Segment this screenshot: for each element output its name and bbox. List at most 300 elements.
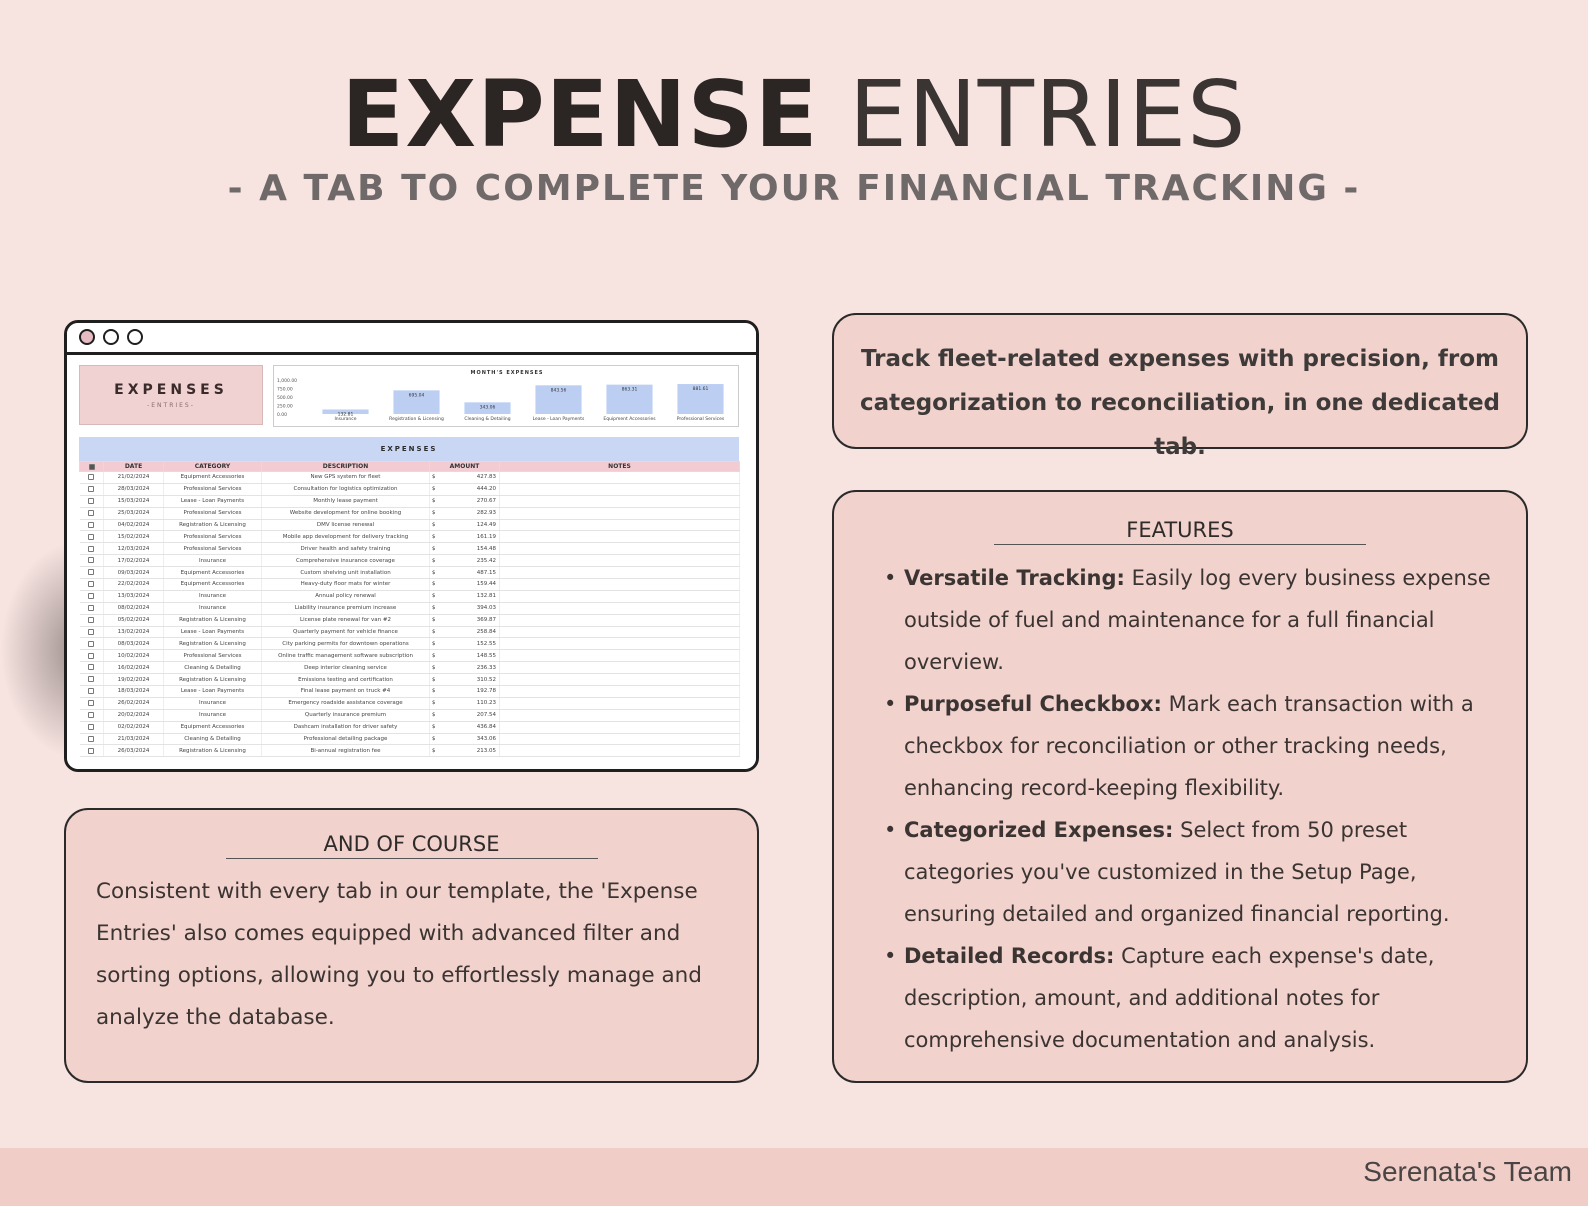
currency-symbol: $ bbox=[432, 712, 436, 719]
checkbox-icon bbox=[88, 736, 94, 742]
table-row[interactable] bbox=[80, 697, 740, 709]
currency-symbol: $ bbox=[432, 545, 436, 552]
row-checkbox[interactable] bbox=[80, 567, 104, 579]
amount-value: 192.78 bbox=[476, 688, 496, 695]
row-checkbox[interactable] bbox=[80, 745, 104, 757]
currency-symbol: $ bbox=[432, 557, 436, 564]
window-dot-icon bbox=[127, 329, 143, 345]
cell-notes[interactable] bbox=[500, 686, 740, 698]
cell-amount[interactable] bbox=[430, 579, 500, 591]
feature-label: Detailed Records: bbox=[904, 944, 1115, 968]
cell-notes[interactable] bbox=[500, 638, 740, 650]
cell-notes[interactable] bbox=[500, 721, 740, 733]
y-tick-label: 500.00 bbox=[277, 396, 293, 401]
cell-amount[interactable] bbox=[430, 650, 500, 662]
table-row[interactable] bbox=[80, 519, 740, 531]
cell-date[interactable]: 22/02/2024 bbox=[104, 579, 164, 591]
cell-notes[interactable] bbox=[500, 590, 740, 602]
checkbox-icon bbox=[88, 629, 94, 635]
amount-value: 369.87 bbox=[476, 617, 496, 624]
bar-value-label: 843.56 bbox=[550, 388, 567, 394]
row-checkbox[interactable] bbox=[80, 721, 104, 733]
feature-label: Versatile Tracking: bbox=[904, 566, 1125, 590]
cell-notes[interactable] bbox=[500, 733, 740, 745]
currency-symbol: $ bbox=[432, 510, 436, 517]
cell-date[interactable]: 08/02/2024 bbox=[104, 602, 164, 614]
cell-category[interactable]: Insurance bbox=[164, 602, 262, 614]
cell-description[interactable]: Driver health and safety training bbox=[262, 543, 430, 555]
amount-value: 487.15 bbox=[476, 569, 496, 576]
table-row[interactable] bbox=[80, 733, 740, 745]
checkbox-icon bbox=[88, 653, 94, 659]
feature-item bbox=[884, 809, 1496, 935]
expenses-logo bbox=[79, 365, 263, 425]
x-tick-label: Registration & Licensing bbox=[389, 417, 444, 422]
cell-amount[interactable] bbox=[430, 483, 500, 495]
cell-category[interactable]: Insurance bbox=[164, 709, 262, 721]
cell-date[interactable]: 21/02/2024 bbox=[104, 472, 164, 484]
cell-notes[interactable] bbox=[500, 579, 740, 591]
course-heading: AND OF COURSE bbox=[323, 832, 500, 856]
cell-description[interactable]: Heavy-duty floor mats for winter bbox=[262, 579, 430, 591]
table-row[interactable] bbox=[80, 614, 740, 626]
table-row[interactable] bbox=[80, 567, 740, 579]
table-row[interactable] bbox=[80, 579, 740, 591]
table-row[interactable] bbox=[80, 602, 740, 614]
cell-date[interactable]: 15/02/2024 bbox=[104, 531, 164, 543]
cell-category[interactable]: Equipment Accessories bbox=[164, 472, 262, 484]
spreadsheet-window bbox=[64, 320, 759, 772]
cell-notes[interactable] bbox=[500, 567, 740, 579]
amount-value: 270.67 bbox=[476, 498, 496, 505]
footer-bar bbox=[0, 1148, 1588, 1206]
header-date[interactable]: DATE bbox=[104, 462, 164, 472]
cell-date[interactable]: 10/02/2024 bbox=[104, 650, 164, 662]
cell-category[interactable]: Professional Services bbox=[164, 507, 262, 519]
checkbox-icon bbox=[88, 546, 94, 552]
checkbox-icon bbox=[88, 641, 94, 647]
checkbox-icon bbox=[88, 510, 94, 516]
row-checkbox[interactable] bbox=[80, 602, 104, 614]
currency-symbol: $ bbox=[432, 676, 436, 683]
cell-description[interactable]: Dashcam installation for driver safety bbox=[262, 721, 430, 733]
currency-symbol: $ bbox=[432, 522, 436, 528]
cell-category[interactable]: Registration & Licensing bbox=[164, 614, 262, 626]
cell-category[interactable]: Insurance bbox=[164, 590, 262, 602]
row-checkbox[interactable] bbox=[80, 626, 104, 638]
feature-label: Purposeful Checkbox: bbox=[904, 692, 1162, 716]
amount-value: 444.20 bbox=[476, 486, 496, 493]
row-checkbox[interactable] bbox=[80, 590, 104, 602]
cell-date[interactable]: 09/03/2024 bbox=[104, 567, 164, 579]
feature-item bbox=[884, 935, 1496, 1061]
cell-category[interactable]: Professional Services bbox=[164, 650, 262, 662]
cell-date[interactable]: 19/02/2024 bbox=[104, 674, 164, 686]
table-row[interactable] bbox=[80, 483, 740, 495]
cell-description[interactable]: New GPS system for fleet bbox=[262, 472, 430, 484]
cell-category[interactable]: Equipment Accessories bbox=[164, 721, 262, 733]
cell-date[interactable]: 05/02/2024 bbox=[104, 614, 164, 626]
cell-category[interactable]: Cleaning & Detailing bbox=[164, 662, 262, 674]
table-row[interactable] bbox=[80, 650, 740, 662]
cell-category[interactable]: Professional Services bbox=[164, 531, 262, 543]
table-row[interactable] bbox=[80, 531, 740, 543]
table-row[interactable] bbox=[80, 745, 740, 757]
cell-date[interactable]: 21/03/2024 bbox=[104, 733, 164, 745]
features-box bbox=[832, 490, 1528, 1083]
cell-description[interactable]: Bi-annual registration fee bbox=[262, 745, 430, 757]
track-text: Track fleet-related expenses with precision, from categorization to reconciliation, in one dedicated tab. bbox=[859, 346, 1501, 460]
title-bold: EXPENSE bbox=[341, 61, 819, 168]
amount-value: 159.44 bbox=[476, 581, 496, 588]
cell-description[interactable]: DMV license renewal bbox=[262, 519, 430, 531]
feature-text: Capture each expense's date, description, amount, and additional notes for comprehensive documentation and analysis. bbox=[904, 944, 1435, 1052]
checkbox-icon bbox=[88, 724, 94, 730]
table-row[interactable] bbox=[80, 626, 740, 638]
checkbox-icon bbox=[88, 712, 94, 718]
cell-amount[interactable] bbox=[430, 626, 500, 638]
checkbox-icon bbox=[88, 557, 94, 563]
window-dot-icon bbox=[79, 329, 95, 345]
and-of-course-box bbox=[64, 808, 759, 1083]
chart-svg bbox=[274, 366, 740, 428]
checkbox-icon bbox=[88, 486, 94, 492]
cell-description[interactable]: Mobile app development for delivery tracking bbox=[262, 531, 430, 543]
cell-description[interactable]: Professional detailing package bbox=[262, 733, 430, 745]
cell-date[interactable]: 04/02/2024 bbox=[104, 519, 164, 531]
cell-description[interactable]: Comprehensive insurance coverage bbox=[262, 555, 430, 567]
cell-amount[interactable] bbox=[430, 531, 500, 543]
header-description[interactable]: DESCRIPTION bbox=[262, 462, 430, 472]
amount-value: 152.55 bbox=[476, 640, 496, 647]
cell-amount[interactable] bbox=[430, 590, 500, 602]
checkbox-icon bbox=[88, 522, 94, 528]
feature-text: Mark each transaction with a checkbox for reconciliation or other tracking needs, enhancing record-keeping flexibility. bbox=[904, 692, 1474, 800]
row-checkbox[interactable] bbox=[80, 555, 104, 567]
course-text: Consistent with every tab in our template, the 'Expense Entries' also comes equipped with advanced filter and sorting options, allowing you to effortlessly manage and analyze the database. bbox=[96, 879, 702, 1030]
amount-value: 213.05 bbox=[476, 747, 496, 754]
cell-date[interactable]: 18/03/2024 bbox=[104, 686, 164, 698]
table-row[interactable] bbox=[80, 555, 740, 567]
cell-notes[interactable] bbox=[500, 614, 740, 626]
checkbox-icon bbox=[88, 700, 94, 706]
cell-category[interactable]: Cleaning & Detailing bbox=[164, 733, 262, 745]
x-tick-label: Lease - Loan Payments bbox=[532, 417, 585, 422]
spreadsheet bbox=[67, 355, 756, 772]
cell-amount[interactable] bbox=[430, 472, 500, 484]
cell-amount[interactable] bbox=[430, 686, 500, 698]
cell-notes[interactable] bbox=[500, 602, 740, 614]
header-amount[interactable]: AMOUNT bbox=[430, 462, 500, 472]
x-tick-label: Equipment Accessories bbox=[603, 417, 656, 422]
currency-symbol: $ bbox=[432, 498, 436, 505]
cell-amount[interactable] bbox=[430, 555, 500, 567]
cell-amount[interactable] bbox=[430, 709, 500, 721]
currency-symbol: $ bbox=[432, 581, 436, 588]
cell-notes[interactable] bbox=[500, 519, 740, 531]
bar-value-label: 343.06 bbox=[479, 405, 496, 411]
cell-notes[interactable] bbox=[500, 472, 740, 484]
cell-category[interactable]: Equipment Accessories bbox=[164, 579, 262, 591]
cell-description[interactable]: Emissions testing and certification bbox=[262, 674, 430, 686]
cell-notes[interactable] bbox=[500, 495, 740, 507]
cell-amount[interactable] bbox=[430, 745, 500, 757]
cell-date[interactable]: 25/03/2024 bbox=[104, 507, 164, 519]
cell-date[interactable]: 15/03/2024 bbox=[104, 495, 164, 507]
cell-category[interactable]: Equipment Accessories bbox=[164, 567, 262, 579]
cell-description[interactable]: Online traffic management software subscription bbox=[262, 650, 430, 662]
table-row[interactable] bbox=[80, 507, 740, 519]
cell-date[interactable]: 13/02/2024 bbox=[104, 626, 164, 638]
row-checkbox[interactable] bbox=[80, 674, 104, 686]
cell-category[interactable]: Registration & Licensing bbox=[164, 638, 262, 650]
currency-symbol: $ bbox=[432, 700, 436, 707]
table-row[interactable] bbox=[80, 543, 740, 555]
feature-text: Easily log every business expense outside of fuel and maintenance for a full financial overview. bbox=[904, 566, 1491, 674]
cell-description[interactable]: Deep interior cleaning service bbox=[262, 662, 430, 674]
x-tick-label: Professional Services bbox=[676, 417, 725, 422]
row-checkbox[interactable] bbox=[80, 483, 104, 495]
expenses-grid bbox=[79, 461, 740, 757]
cell-category[interactable]: Lease - Loan Payments bbox=[164, 686, 262, 698]
bar-value-label: 132.81 bbox=[337, 412, 354, 418]
cell-date[interactable]: 26/02/2024 bbox=[104, 697, 164, 709]
cell-category[interactable]: Professional Services bbox=[164, 543, 262, 555]
amount-value: 207.54 bbox=[476, 712, 496, 719]
table-row[interactable] bbox=[80, 495, 740, 507]
x-tick-label: Cleaning & Detailing bbox=[464, 417, 511, 422]
checkbox-icon bbox=[88, 534, 94, 540]
currency-symbol: $ bbox=[432, 664, 436, 671]
cell-amount[interactable] bbox=[430, 721, 500, 733]
expenses-table bbox=[79, 437, 739, 757]
logo-subtitle: -ENTRIES- bbox=[147, 402, 195, 409]
amount-value: 236.33 bbox=[476, 664, 496, 671]
currency-symbol: $ bbox=[432, 640, 436, 647]
row-checkbox[interactable] bbox=[80, 709, 104, 721]
cell-description[interactable]: Liability insurance premium increase bbox=[262, 602, 430, 614]
cell-description[interactable]: Consultation for logistics optimization bbox=[262, 483, 430, 495]
feature-text: Select from 50 preset categories you've customized in the Setup Page, ensuring detailed and organized financial reporting. bbox=[904, 818, 1450, 926]
checkbox-icon bbox=[88, 688, 94, 694]
cell-amount[interactable] bbox=[430, 614, 500, 626]
table-row[interactable] bbox=[80, 472, 740, 484]
row-checkbox[interactable] bbox=[80, 579, 104, 591]
checkbox-icon bbox=[88, 581, 94, 587]
cell-notes[interactable] bbox=[500, 662, 740, 674]
table-row[interactable] bbox=[80, 709, 740, 721]
amount-value: 282.93 bbox=[476, 510, 496, 517]
cell-category[interactable]: Professional Services bbox=[164, 483, 262, 495]
y-tick-label: 1,000.00 bbox=[277, 379, 298, 384]
cell-category[interactable]: Registration & Licensing bbox=[164, 674, 262, 686]
checkbox-icon bbox=[88, 664, 94, 670]
y-tick-label: 0.00 bbox=[277, 413, 288, 418]
row-checkbox[interactable] bbox=[80, 614, 104, 626]
row-checkbox[interactable] bbox=[80, 733, 104, 745]
cell-description[interactable]: Quarterly insurance premium bbox=[262, 709, 430, 721]
cell-date[interactable]: 08/03/2024 bbox=[104, 638, 164, 650]
features-list bbox=[834, 545, 1526, 1061]
cell-amount[interactable] bbox=[430, 638, 500, 650]
currency-symbol: $ bbox=[432, 629, 436, 636]
row-checkbox[interactable] bbox=[80, 638, 104, 650]
checkbox-icon bbox=[88, 474, 94, 480]
currency-symbol: $ bbox=[432, 605, 436, 612]
table-header-row bbox=[80, 462, 740, 472]
checkbox-icon bbox=[88, 605, 94, 611]
cell-date[interactable]: 28/03/2024 bbox=[104, 483, 164, 495]
y-tick-label: 250.00 bbox=[277, 404, 293, 410]
cell-notes[interactable] bbox=[500, 674, 740, 686]
row-checkbox[interactable] bbox=[80, 495, 104, 507]
checkbox-icon bbox=[88, 676, 94, 682]
cell-notes[interactable] bbox=[500, 626, 740, 638]
cell-notes[interactable] bbox=[500, 650, 740, 662]
cell-date[interactable]: 13/03/2024 bbox=[104, 590, 164, 602]
row-checkbox[interactable] bbox=[80, 662, 104, 674]
checkbox-icon bbox=[88, 617, 94, 623]
cell-notes[interactable] bbox=[500, 507, 740, 519]
table-body bbox=[80, 472, 740, 757]
feature-label: Categorized Expenses: bbox=[904, 818, 1174, 842]
amount-value: 258.84 bbox=[476, 629, 496, 636]
table-row[interactable] bbox=[80, 590, 740, 602]
cell-category[interactable]: Insurance bbox=[164, 555, 262, 567]
currency-symbol: $ bbox=[432, 652, 436, 659]
currency-symbol: $ bbox=[432, 569, 436, 576]
currency-symbol: $ bbox=[432, 617, 436, 624]
cell-date[interactable]: 02/02/2024 bbox=[104, 721, 164, 733]
cell-amount[interactable] bbox=[430, 697, 500, 709]
currency-symbol: $ bbox=[432, 724, 436, 731]
month-expenses-chart bbox=[273, 365, 739, 427]
cell-description[interactable]: Emergency roadside assistance coverage bbox=[262, 697, 430, 709]
row-checkbox[interactable] bbox=[80, 507, 104, 519]
checkbox-icon bbox=[88, 748, 94, 754]
row-checkbox[interactable] bbox=[80, 686, 104, 698]
cell-amount[interactable] bbox=[430, 519, 500, 531]
logo-title: EXPENSES bbox=[114, 382, 228, 398]
row-checkbox[interactable] bbox=[80, 531, 104, 543]
header-category[interactable]: CATEGORY bbox=[164, 462, 262, 472]
amount-value: 394.03 bbox=[476, 605, 496, 612]
cell-description[interactable]: Quarterly payment for vehicle finance bbox=[262, 626, 430, 638]
amount-value: 148.55 bbox=[476, 652, 496, 659]
page-subtitle: - A TAB TO COMPLETE YOUR FINANCIAL TRACKING - bbox=[227, 168, 1361, 209]
checkbox-icon bbox=[88, 569, 94, 575]
cell-notes[interactable] bbox=[500, 543, 740, 555]
checkbox-icon bbox=[88, 593, 94, 599]
cell-notes[interactable] bbox=[500, 555, 740, 567]
cell-category[interactable]: Registration & Licensing bbox=[164, 745, 262, 757]
row-checkbox[interactable] bbox=[80, 472, 104, 484]
cell-description[interactable]: Custom shelving unit installation bbox=[262, 567, 430, 579]
y-tick-label: 750.00 bbox=[277, 387, 293, 393]
cell-description[interactable]: Monthly lease payment bbox=[262, 495, 430, 507]
cell-amount[interactable] bbox=[430, 674, 500, 686]
window-dot-icon bbox=[103, 329, 119, 345]
amount-value: 161.19 bbox=[476, 533, 496, 540]
bar-value-label: 881.61 bbox=[692, 387, 709, 393]
cell-category[interactable]: Registration & Licensing bbox=[164, 519, 262, 531]
currency-symbol: $ bbox=[432, 747, 436, 754]
row-checkbox[interactable] bbox=[80, 697, 104, 709]
currency-symbol: $ bbox=[432, 474, 436, 481]
cell-description[interactable]: Final lease payment on truck #4 bbox=[262, 686, 430, 698]
amount-value: 110.23 bbox=[476, 700, 496, 707]
cell-category[interactable]: Lease - Loan Payments bbox=[164, 626, 262, 638]
cell-category[interactable]: Insurance bbox=[164, 697, 262, 709]
currency-symbol: $ bbox=[432, 593, 436, 600]
cell-description[interactable]: License plate renewal for van #2 bbox=[262, 614, 430, 626]
page-title bbox=[0, 60, 1588, 170]
cell-notes[interactable] bbox=[500, 745, 740, 757]
table-row[interactable] bbox=[80, 721, 740, 733]
cell-date[interactable]: 12/03/2024 bbox=[104, 543, 164, 555]
amount-value: 124.49 bbox=[476, 522, 496, 528]
cell-date[interactable]: 26/03/2024 bbox=[104, 745, 164, 757]
cell-notes[interactable] bbox=[500, 709, 740, 721]
currency-symbol: $ bbox=[432, 736, 436, 743]
features-heading: FEATURES bbox=[1126, 518, 1234, 542]
cell-notes[interactable] bbox=[500, 483, 740, 495]
currency-symbol: $ bbox=[432, 688, 436, 695]
cell-notes[interactable] bbox=[500, 697, 740, 709]
chart-title: MONTH'S EXPENSES bbox=[470, 370, 544, 376]
track-box bbox=[832, 313, 1528, 460]
x-tick-label: Insurance bbox=[334, 417, 357, 422]
table-row[interactable] bbox=[80, 674, 740, 686]
cell-amount[interactable] bbox=[430, 602, 500, 614]
window-titlebar bbox=[67, 323, 756, 355]
table-row[interactable] bbox=[80, 686, 740, 698]
checkbox-icon bbox=[89, 464, 95, 470]
cell-amount[interactable] bbox=[430, 543, 500, 555]
cell-amount[interactable] bbox=[430, 567, 500, 579]
cell-amount[interactable] bbox=[430, 733, 500, 745]
cell-amount[interactable] bbox=[430, 495, 500, 507]
cell-amount[interactable] bbox=[430, 507, 500, 519]
amount-value: 436.84 bbox=[476, 724, 496, 731]
cell-notes[interactable] bbox=[500, 531, 740, 543]
cell-description[interactable]: City parking permits for downtown operations bbox=[262, 638, 430, 650]
checkbox-icon bbox=[88, 498, 94, 504]
currency-symbol: $ bbox=[432, 533, 436, 540]
cell-category[interactable]: Lease - Loan Payments bbox=[164, 495, 262, 507]
cell-date[interactable]: 16/02/2024 bbox=[104, 662, 164, 674]
header-checkbox[interactable] bbox=[80, 462, 104, 472]
cell-amount[interactable] bbox=[430, 662, 500, 674]
feature-item bbox=[884, 683, 1496, 809]
row-checkbox[interactable] bbox=[80, 519, 104, 531]
feature-item bbox=[884, 557, 1496, 683]
cell-description[interactable]: Annual policy renewal bbox=[262, 590, 430, 602]
amount-value: 235.42 bbox=[476, 557, 496, 564]
table-row[interactable] bbox=[80, 638, 740, 650]
row-checkbox[interactable] bbox=[80, 650, 104, 662]
brand-name: Serenata's Team bbox=[1363, 1156, 1572, 1187]
table-row[interactable] bbox=[80, 662, 740, 674]
cell-date[interactable]: 17/02/2024 bbox=[104, 555, 164, 567]
row-checkbox[interactable] bbox=[80, 543, 104, 555]
header-notes[interactable]: NOTES bbox=[500, 462, 740, 472]
bar-value-label: 695.04 bbox=[408, 393, 425, 399]
amount-value: 310.52 bbox=[476, 676, 496, 683]
cell-date[interactable]: 20/02/2024 bbox=[104, 709, 164, 721]
cell-description[interactable]: Website development for online booking bbox=[262, 507, 430, 519]
amount-value: 132.81 bbox=[476, 593, 496, 600]
